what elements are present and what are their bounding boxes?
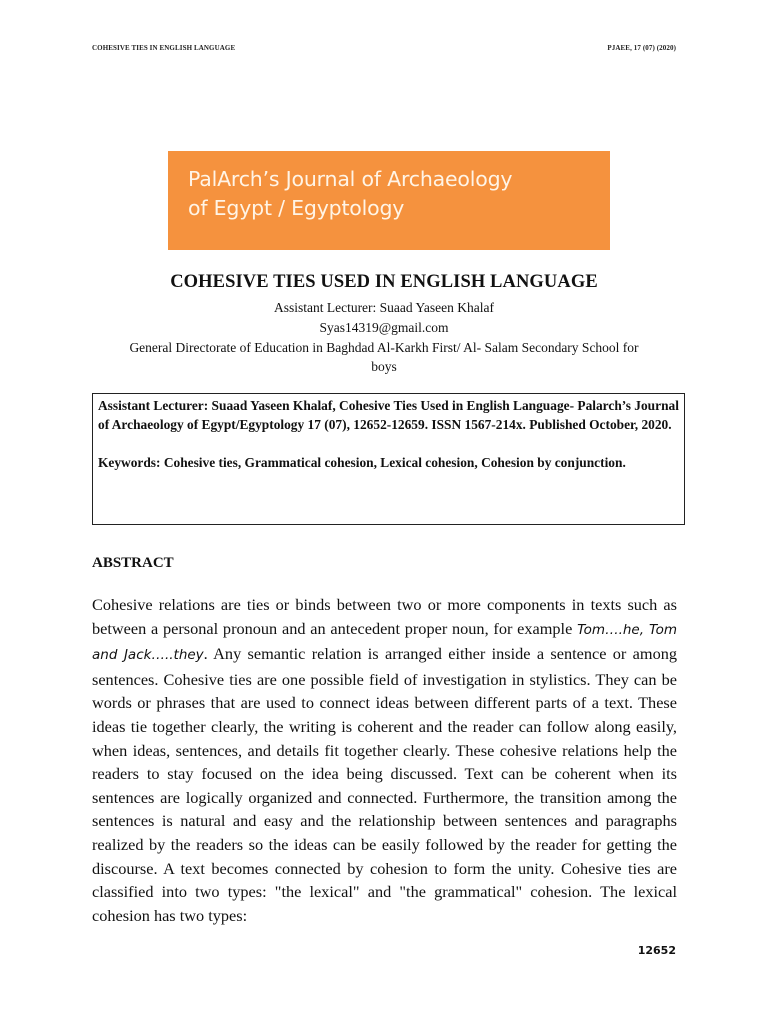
abstract-text-before: Cohesive relations are ties or binds between two or more components in texts such as between a personal pronoun and an antecedent proper noun, for example	[92, 595, 677, 638]
author-email[interactable]: Syas14319@gmail.com	[319, 320, 449, 335]
abstract-paragraph	[92, 593, 677, 927]
banner-line-1: PalArch’s Journal of Archaeology	[188, 167, 513, 191]
author-affiliation-line-2: boys	[371, 359, 397, 374]
abstract-heading: ABSTRACT	[92, 555, 174, 571]
banner-line-2: of Egypt / Egyptology	[188, 196, 405, 220]
abstract-example: Tom….he, Tom and Jack…..they	[92, 621, 677, 664]
citation-text: Assistant Lecturer: Suaad Yaseen Khalaf, Cohesive Ties Used in English Language- Palarch’s Journal of Archaeology of Egypt/Egyptology 17 (07), 12652-12659. ISSN 1567-214x. Published October, 2020.	[98, 398, 679, 432]
page-number: 12652	[637, 944, 676, 957]
abstract-body	[92, 593, 677, 927]
author-name: Assistant Lecturer: Suaad Yaseen Khalaf	[273, 300, 495, 315]
keywords-text: Keywords: Cohesive ties, Grammatical cohesion, Lexical cohesion, Cohesion by conjunction.	[98, 455, 626, 470]
journal-banner	[168, 151, 610, 250]
running-header-left: COHESIVE TIES IN ENGLISH LANGUAGE	[92, 44, 236, 52]
citation-box	[92, 393, 685, 525]
running-header-right: PJAEE, 17 (07) (2020)	[607, 44, 676, 52]
author-affiliation-line-1: General Directorate of Education in Baghdad Al-Karkh First/ Al- Salam Secondary School for	[129, 340, 639, 355]
abstract-text-after: . Any semantic relation is arranged either inside a sentence or among sentences. Cohesive ties are one possible field of investigation in stylistics. They can be words or phrases that are used to connect ideas between different parts of a text. These ideas tie together clearly, the writing is coherent and the reader can follow along easily, when ideas, sentences, and details fit together clearly. These cohesive relations help the readers to stay focused on the idea being discussed. Text can be coherent when its sentences are logically organized and connected. Furthermore, the transition among the sentences is natural and easy and the relationship between sentences and paragraphs realized by the readers so the ideas can be easily followed by the reader for getting the discourse. A text becomes connected by cohesion to form the unity. Cohesive ties are classified into two types: "the lexical" and "the grammatical" cohesion. The lexical cohesion has two types:	[92, 644, 677, 925]
paper-title: COHESIVE TIES USED IN ENGLISH LANGUAGE	[170, 272, 598, 292]
